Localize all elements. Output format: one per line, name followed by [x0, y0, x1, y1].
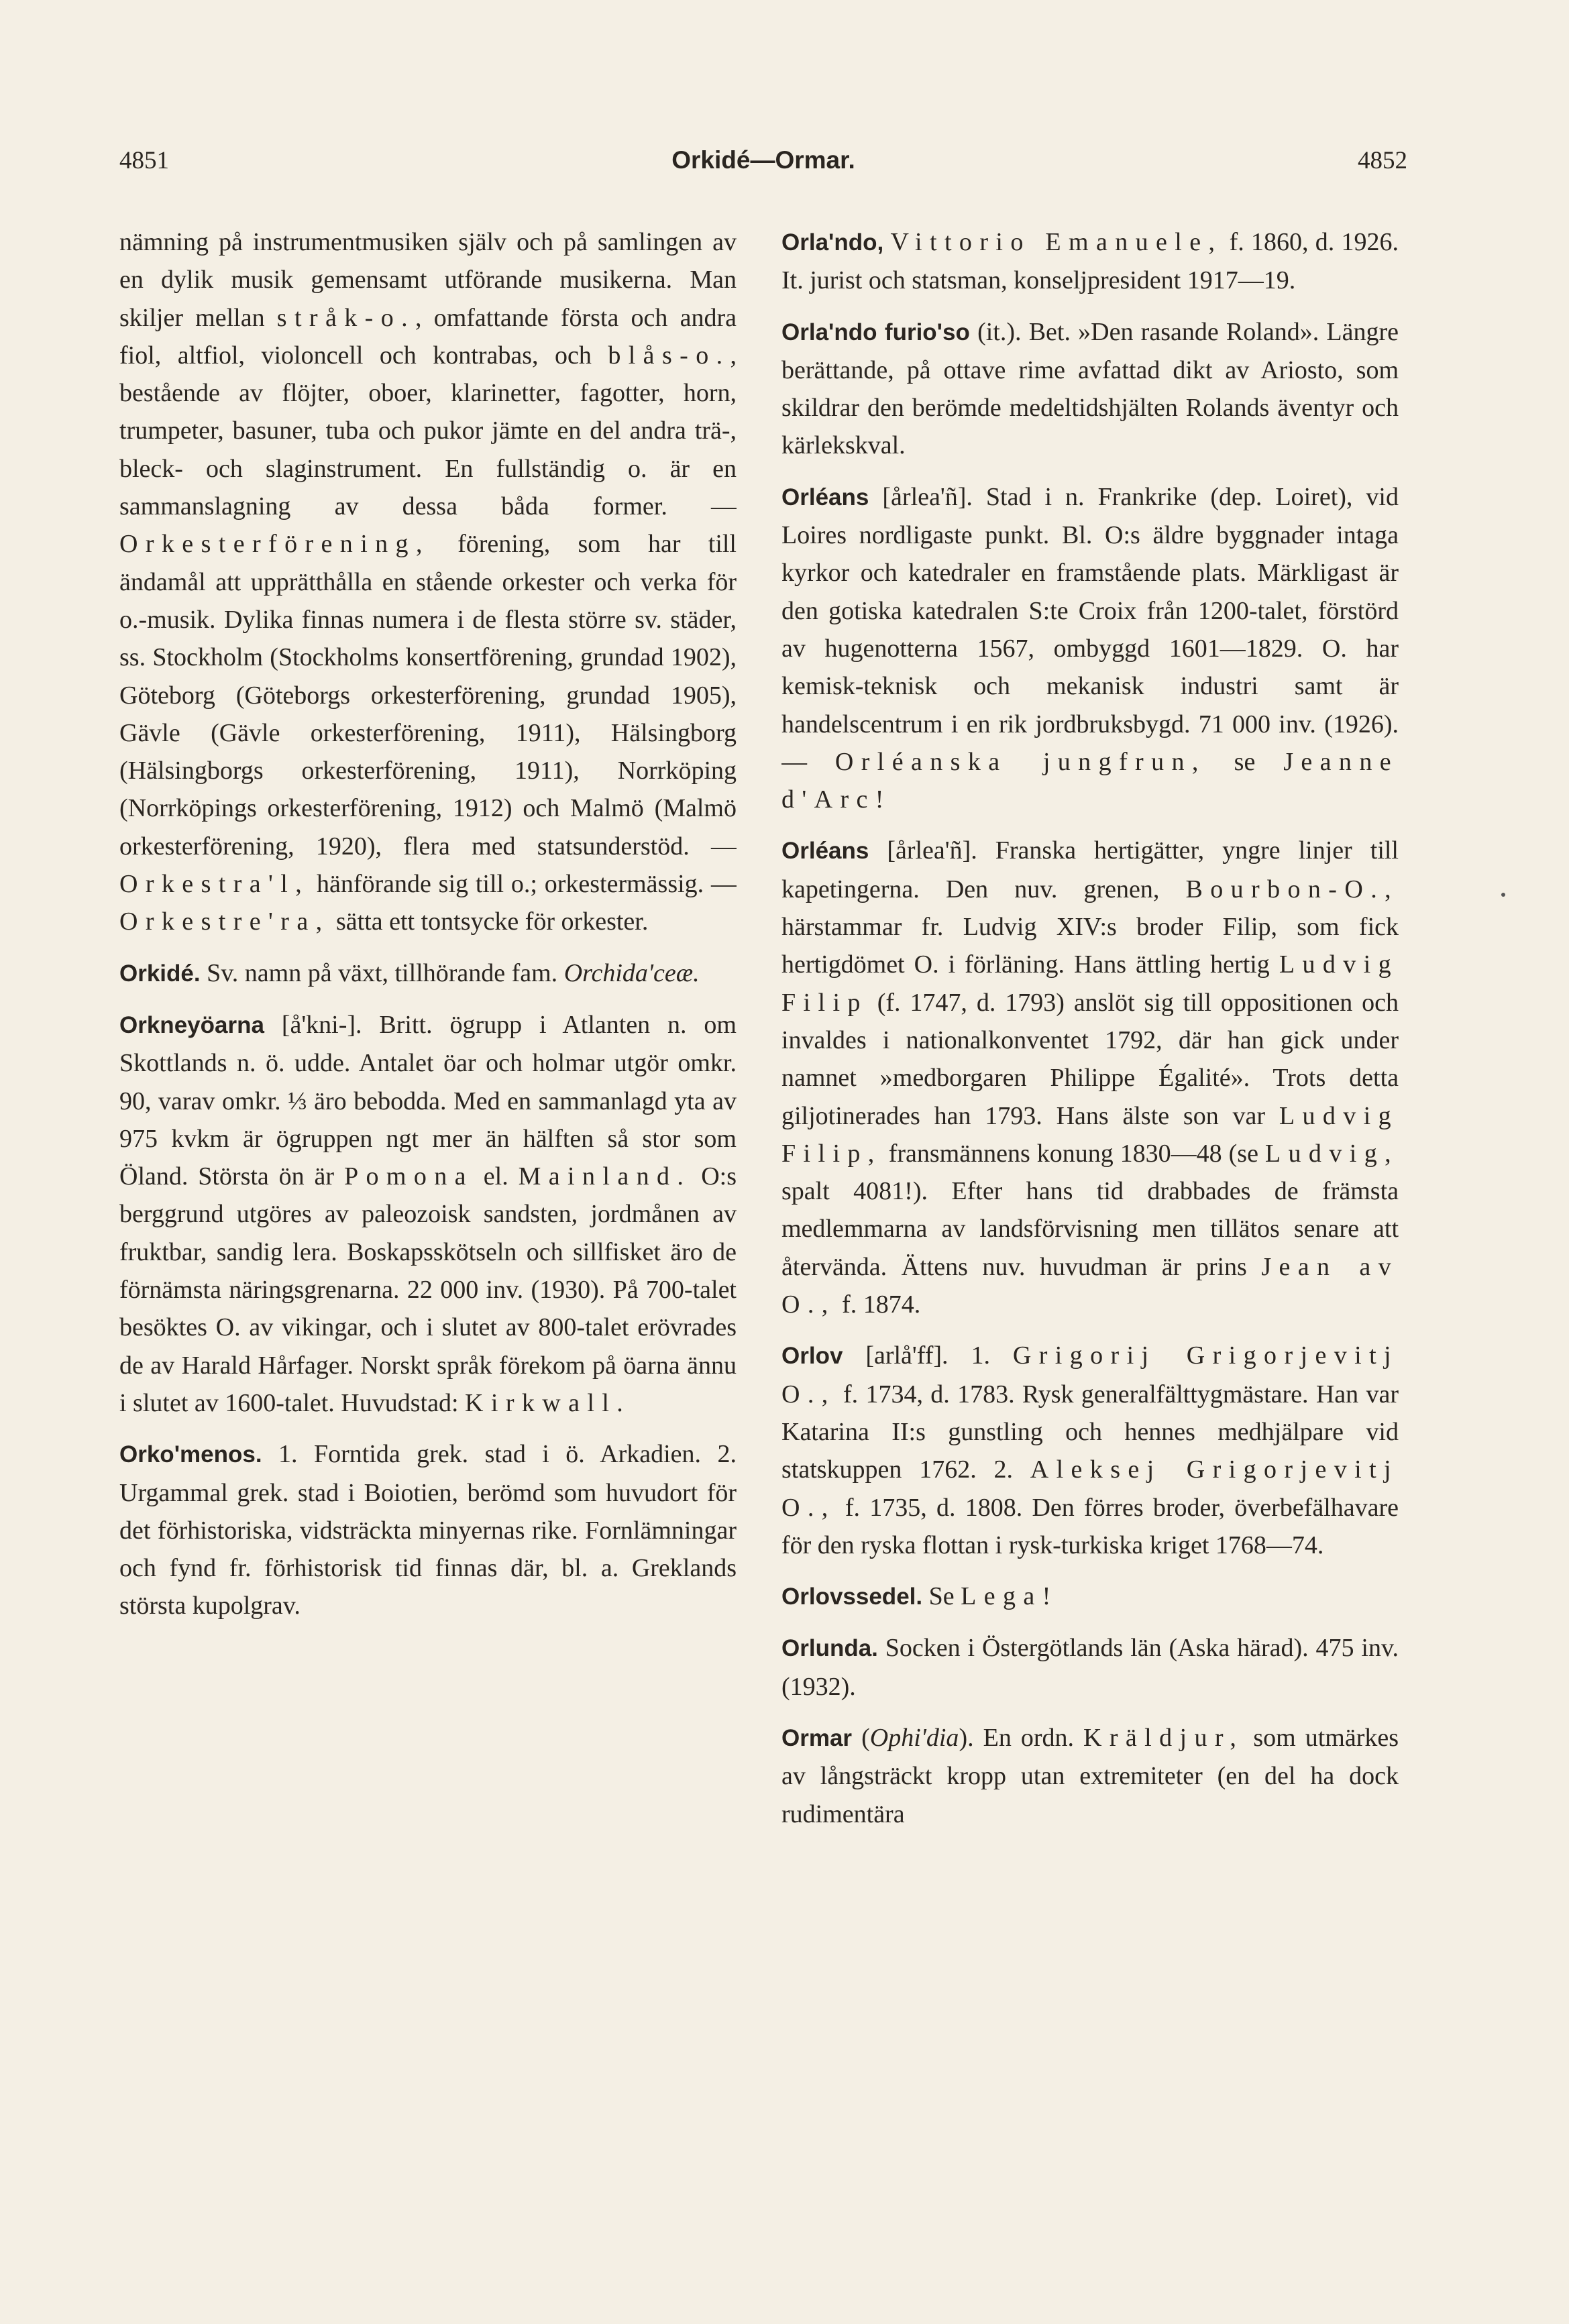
- spaced-term: Mainland.: [518, 1162, 692, 1191]
- text-run: f. 1874.: [835, 1290, 921, 1319]
- entry-text: [781, 1337, 1399, 1564]
- margin-speck: [1501, 893, 1505, 897]
- text-run: (: [852, 1723, 870, 1752]
- entry-text: [119, 223, 737, 941]
- entry-text: [119, 1435, 737, 1624]
- entry-text: [781, 1719, 1399, 1833]
- entry-headword: Orla'ndo furio'so: [781, 319, 970, 345]
- text-run: O:s berggrund utgöres av paleozoisk sandsten, jordmånen av fruktbar, sandig lera. Boskapsskötseln och sillfisket äro de förnämsta näringsgrenarna. 22 000 inv. (1930). På 700-talet besöktes O. av vikingar, och i slutet av 800-talet erövrades de av Harald Hårfager. Norskt språk förekom på öarna ännu i slutet av 1600-talet. Huvudstad:: [119, 1162, 737, 1417]
- left-column: [119, 223, 737, 2276]
- spaced-term: Aleksej Grigorjevitj O.,: [781, 1455, 1399, 1522]
- spaced-term: Jean av O.,: [781, 1252, 1399, 1319]
- page-header: [119, 146, 1407, 193]
- spaced-term: stråk-o.: [276, 303, 416, 332]
- entry-orkide: [119, 954, 737, 993]
- entry-headword: Orla'ndo,: [781, 229, 884, 256]
- text-run: Sv. namn på växt, tillhörande fam.: [200, 958, 564, 987]
- entry-headword: Orlovssedel.: [781, 1584, 923, 1610]
- right-column: [781, 223, 1399, 2276]
- latin-name: Orchida'ceæ.: [563, 958, 700, 987]
- text-run: el.: [473, 1162, 519, 1191]
- text-run: [årlea'ñ]. Franska hertigätter, yngre linjer till kapetingerna. Den nuv. grenen,: [781, 836, 1399, 903]
- text-run: , bestående av flöjter, oboer, klarinetter, fagotter, horn, trumpeter, basuner, tuba och pukor jämte en del andra trä-, bleck- och slaginstrument. En fullständig o. är en sammanslagning av dessa båda former. —: [119, 341, 737, 521]
- entry-text: [119, 954, 737, 993]
- text-run: ). En ordn.: [959, 1723, 1084, 1752]
- entry-ormar: [781, 1719, 1399, 1833]
- spaced-term: Kirkwall.: [465, 1388, 631, 1417]
- text-run: härstammar fr. Ludvig XIV:s broder Filip, som fick hertigdömet O. i förläning. Hans ättling hertig: [781, 913, 1399, 979]
- text-run: [årlea'ñ]. Stad i n. Frankrike (dep. Loiret), vid Loires nordligaste punkt. Bl. O:s äldre byggnader intaga kyrkor och katedraler en framstående plats. Märkligast är den gotiska katedralen S:te Croix från 1200-talet, förstörd av hugenotterna 1567, ombyggd 1601—1829. O. har kemisk-teknisk och mekanisk industri samt är handelscentrum i en rik jordbruksbygd. 71 000 inv. (1926). —: [781, 482, 1399, 776]
- text-run: fransmännens konung 1830—48 (se: [881, 1139, 1265, 1168]
- running-title: Orkidé—Ormar.: [671, 146, 855, 174]
- text-run: hänförande sig till o.; orkestermässig. —: [309, 870, 737, 899]
- spaced-term: Kräldjur,: [1083, 1723, 1244, 1752]
- entry-text: [781, 1629, 1399, 1706]
- text-run: se: [1205, 747, 1284, 776]
- text-run: som utmärkes av långsträckt kropp utan extremiteter (en del ha dock rudimentära: [781, 1723, 1399, 1828]
- entry-text: [781, 313, 1399, 465]
- entry-headword: Orlov: [781, 1343, 843, 1370]
- text-run: f. 1860, d. 1926. It. jurist och statsman, konseljpresident 1917—19.: [781, 228, 1399, 295]
- spaced-term: Bourbon-O.,: [1185, 875, 1399, 903]
- text-run: (it.). Bet. »Den rasande Roland». Längre berättande, på ottave rime avfattad dikt av Ariosto, som skildrar den berömde medeltidshjälten Rolands äventyr och kärlekskval.: [781, 317, 1399, 460]
- spaced-term: Orkesterförening,: [119, 530, 430, 559]
- entry-orkneyoarna: [119, 1006, 737, 1422]
- page-number-left: 4851: [119, 147, 169, 174]
- text-run: [arlå'ff]. 1.: [843, 1341, 1013, 1370]
- entry-orkomenos: [119, 1435, 737, 1624]
- entry-orkester-continued: [119, 223, 737, 941]
- spaced-term: Jeanne d'Arc!: [781, 747, 1399, 814]
- entry-orlov: [781, 1337, 1399, 1564]
- spaced-term: Vittorio Emanuele,: [890, 228, 1223, 256]
- entry-text: [119, 1006, 737, 1422]
- text-run: 1. Forntida grek. stad i ö. Arkadien. 2. Urgammal grek. stad i Boiotien, berömd som huvudort för det förhistoriska, vidsträckta minyernas rike. Fornlämningar och fynd fr. förhistorisk tid finnas där, bl. a. Greklands största kupolgrav.: [119, 1440, 737, 1620]
- text-run: [å'kni-]. Britt. ögrupp i Atlanten n. om Skottlands n. ö. udde. Antalet öar och holmar utgör omkr. 90, varav omkr. ⅓ äro bebodda. Med en sammanlagd yta av 975 kvkm är ögruppen ngt mer än hälften så stor som Öland. Största ön är: [119, 1010, 737, 1191]
- entry-text: [781, 832, 1399, 1323]
- text-run: Se: [922, 1582, 961, 1611]
- text-run: spalt 4081!). Efter hans tid drabbades de främsta medlemmarna av landsförvisning men tillätos senare att återvända. Ättens nuv. huvudman är prins: [781, 1177, 1399, 1281]
- entry-headword: Orkneyöarna: [119, 1011, 264, 1038]
- entry-text: [781, 478, 1399, 819]
- spaced-term: Orléanska jungfrun,: [834, 747, 1206, 776]
- entry-orlunda: [781, 1629, 1399, 1706]
- spaced-term: Orkestra'l,: [119, 870, 310, 899]
- entry-headword: Orkidé.: [119, 960, 201, 987]
- text-run: nämning på instrumentmusiken själv och på samlingen av en dylik musik gemensamt utförande musikerna. Man skiljer mellan: [119, 228, 737, 332]
- text-run: förening, som har till ändamål att upprätthålla en stående orkester och verka för o.-musik. Dylika finnas numera i de flesta större sv. städer, ss. Stockholm (Stockholms konsertförening, grundad 1902), Göteborg (Göteborgs orkesterförening, grundad 1905), Gävle (Gävle orkesterförening, 1911), Hälsingborg (Hälsingborgs orkesterförening, 1911), Norrköping (Norrköpings orkesterförening, 1912) och Malmö (Malmö orkesterförening, 1920), flera med statsunderstöd. —: [119, 530, 737, 861]
- entry-orlando-furioso: [781, 313, 1399, 465]
- text-run: f. 1734, d. 1783. Rysk generalfälttygmästare. Han var Katarina II:s gunstling och hennes medhjälpare vid statskuppen 1762. 2.: [781, 1380, 1399, 1484]
- text-run: f. 1735, d. 1808. Den förres broder, överbefälhavare för den ryska flottan i rysk-turkiska kriget 1768—74.: [781, 1493, 1399, 1559]
- entry-headword: Orko'menos.: [119, 1441, 262, 1468]
- spaced-term: Grigorij Grigorjevitj O.,: [781, 1341, 1399, 1408]
- spaced-term: Lega!: [961, 1582, 1059, 1611]
- entry-headword: Orléans: [781, 484, 869, 510]
- spaced-term: Ludvig,: [1264, 1139, 1399, 1168]
- spaced-term: Pomona: [343, 1162, 474, 1191]
- entry-orleans-house: [781, 832, 1399, 1323]
- text-run: sätta ett tontsycke för orkester.: [329, 907, 649, 936]
- spaced-term: Ludvig Filip,: [781, 1101, 1399, 1168]
- page-number-right: 4852: [1358, 147, 1407, 174]
- latin-name: Ophi'dia: [869, 1723, 959, 1752]
- entry-headword: Orlunda.: [781, 1635, 878, 1662]
- entry-text: [781, 1578, 1399, 1616]
- spaced-term: Orkestre'ra,: [119, 907, 330, 936]
- entry-text: [781, 223, 1399, 300]
- text-run: , omfattande första och andra fiol, altfiol, violoncell och kontrabas, och: [119, 303, 737, 370]
- entry-orlando: [781, 223, 1399, 300]
- entry-headword: Ormar: [781, 1724, 853, 1751]
- entry-headword: Orléans: [781, 838, 869, 865]
- entry-orleans-city: [781, 478, 1399, 819]
- text-run: Socken i Östergötlands län (Aska härad). 475 inv. (1932).: [781, 1634, 1399, 1701]
- spaced-term: blås-o.: [608, 341, 731, 370]
- text-run: (f. 1747, d. 1793) anslöt sig till oppositionen och invaldes i nationalkonventet 1792, där han gick under namnet »medborgaren Philippe Égalité». Trots detta giljotinerades han 1793. Hans älste son var: [781, 988, 1399, 1130]
- spaced-term: Ludvig Filip: [781, 950, 1399, 1017]
- entry-orlovssedel: [781, 1578, 1399, 1616]
